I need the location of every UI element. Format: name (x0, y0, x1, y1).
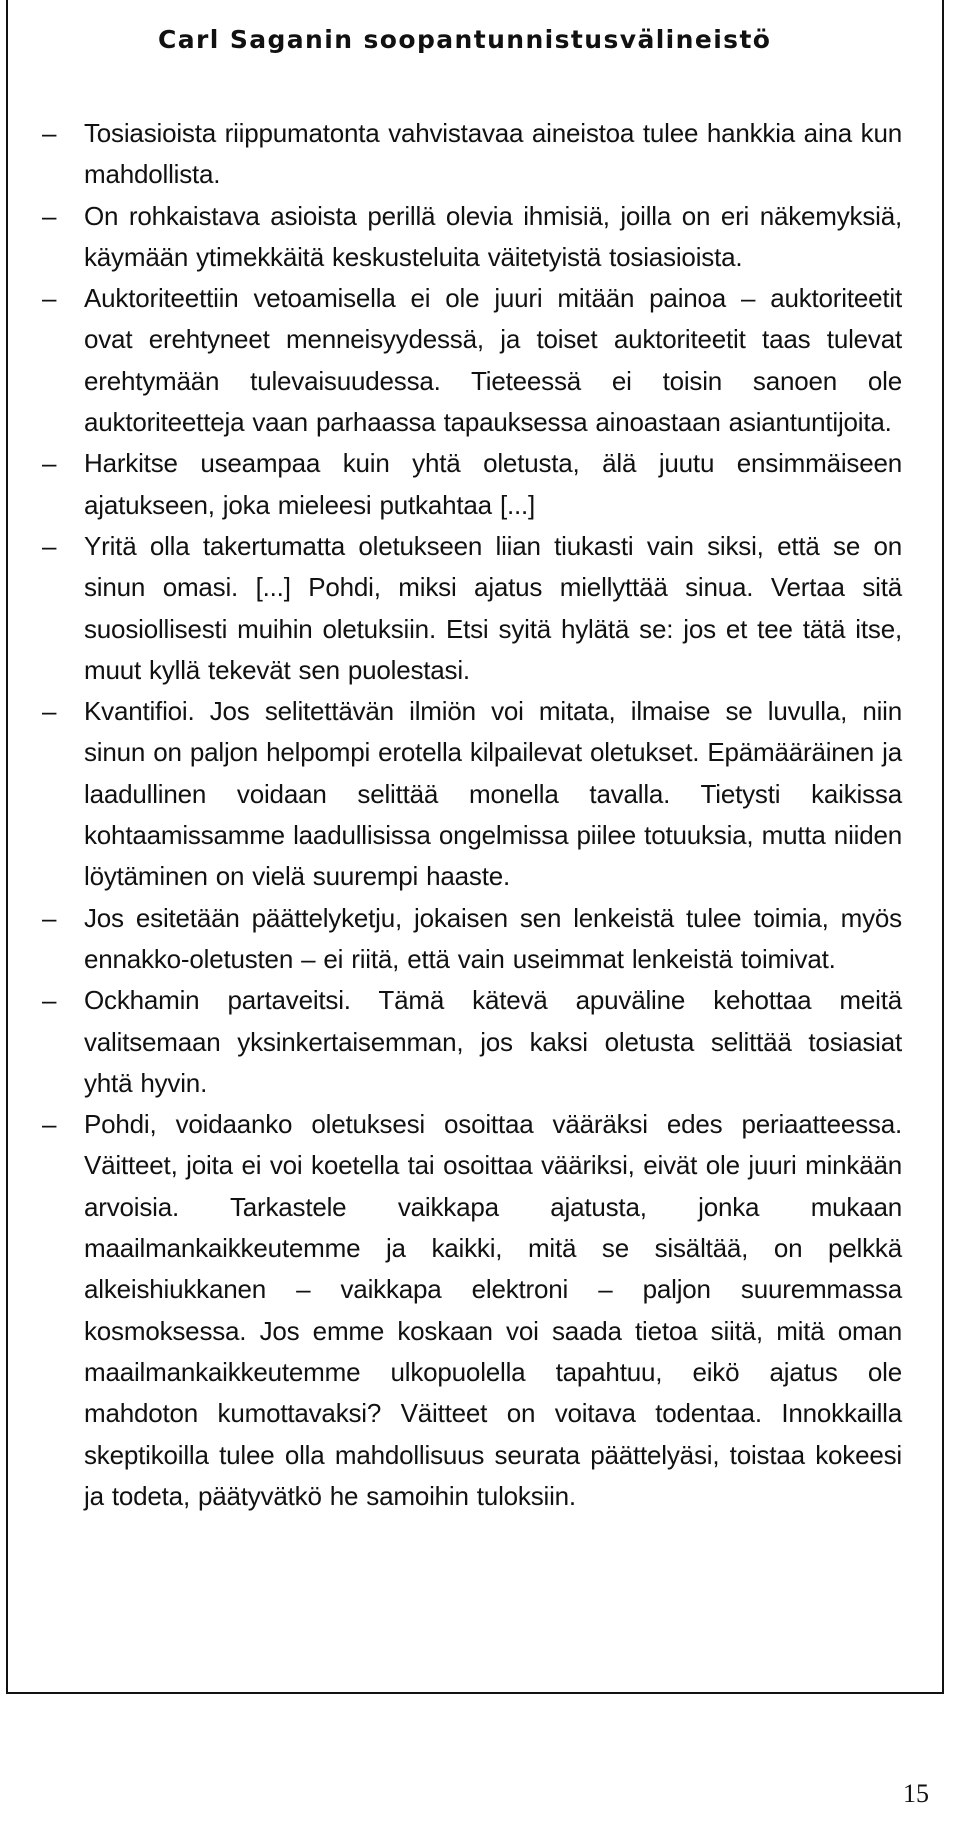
list-item-text: Pohdi, voidaanko oletuksesi osoittaa vääräksi edes periaatteessa. Väitteet, joita ei voi koetella tai osoittaa vääriksi, eivät ole juuri minkään arvoisia. Tarkastele vaikkapa ajatusta, jonka mukaan maailmankaikkeutemme ja kaikki, mitä se sisältää, on pelkkä alkeishiukkanen – vaikkapa elektroni – paljon suuremmassa kosmoksessa. Jos emme koskaan voi saada tietoa siitä, mitä oman maailmankaikkeutemme ulkopuolella tapahtuu, eikö ajatus ole mahdoton kumottavaksi? Väitteet on voitava todentaa. Innokkailla skeptikoilla tulee olla mahdollisuus seurata päättelyäsi, toistaa kokeesi ja todeta, päätyvätkö he samoihin tuloksiin. (84, 1109, 902, 1511)
list-item (42, 980, 902, 1104)
list-item (42, 526, 902, 691)
list-item-text: Jos esitetään päättelyketju, jokaisen sen lenkeistä tulee toimia, myös ennakko-oletusten – ei riitä, että vain useimmat lenkeistä toimivat. (84, 902, 902, 974)
list-item (42, 1104, 902, 1517)
list-item (42, 278, 902, 443)
list-item (42, 691, 902, 897)
list-item-text: On rohkaistava asioista perillä olevia ihmisiä, joilla on eri näkemyksiä, käymään ytimekkäitä keskusteluita väitetyistä tosiasioista. (84, 200, 902, 272)
list-dash: – (42, 448, 57, 479)
list-dash: – (42, 200, 57, 231)
list-dash: – (42, 902, 57, 933)
list-item (42, 196, 902, 279)
list-item (42, 898, 902, 981)
list-item (42, 443, 902, 526)
list-dash: – (42, 283, 57, 314)
list-item (42, 113, 902, 196)
list-item-text: Auktoriteettiin vetoamisella ei ole juuri mitään painoa – auktoriteetit ovat erehtyneet menneisyydessä, ja toiset auktoriteetit taas tulevat erehtymään tulevaisuudessa. Tieteessä ei toisin sanoen ole auktoriteetteja vaan parhaassa tapauksessa ainoastaan asiantuntijoita. (84, 283, 902, 438)
list-dash: – (42, 985, 57, 1016)
list-item-text: Kvantifioi. Jos selitettävän ilmiön voi mitata, ilmaise se luvulla, niin sinun on paljon helpompi erotella kilpailevat oletukset. Epämääräinen ja laadullinen voidaan selittää monella tavalla. Tietysti kaikissa kohtaamissamme laadullisissa ongelmissa piilee totuuksia, mutta niiden löytäminen on vielä suurempi haaste. (84, 696, 902, 892)
list-dash: – (42, 696, 57, 727)
list-dash: – (42, 1109, 57, 1140)
box-title: Carl Saganin soopantunnistusvälineistö (158, 25, 772, 54)
tool-list (42, 113, 902, 1517)
text-box-frame (6, 0, 944, 1694)
list-item-text: Yritä olla takertumatta oletukseen liian tiukasti vain siksi, että se on sinun omasi. [...] Pohdi, miksi ajatus miellyttää sinua. Vertaa sitä suosiollisesti muihin oletuksiin. Etsi syitä hylätä se: jos et tee tätä itse, muut kyllä tekevät sen puolestasi. (84, 530, 902, 685)
list-item-text: Ockhamin partaveitsi. Tämä kätevä apuväline kehottaa meitä valitsemaan yksinkertaisemman, jos kaksi oletusta selittää tosiasiat yhtä hyvin. (84, 985, 902, 1098)
list-item-text: Tosiasioista riippumatonta vahvistavaa aineistoa tulee hankkia aina kun mahdollista. (84, 118, 902, 190)
list-dash: – (42, 118, 57, 148)
page-number: 15 (903, 1779, 929, 1808)
list-dash: – (42, 530, 57, 561)
list-item-text: Harkitse useampaa kuin yhtä oletusta, älä juutu ensimmäiseen ajatukseen, joka mieleesi putkahtaa [...] (84, 448, 902, 520)
